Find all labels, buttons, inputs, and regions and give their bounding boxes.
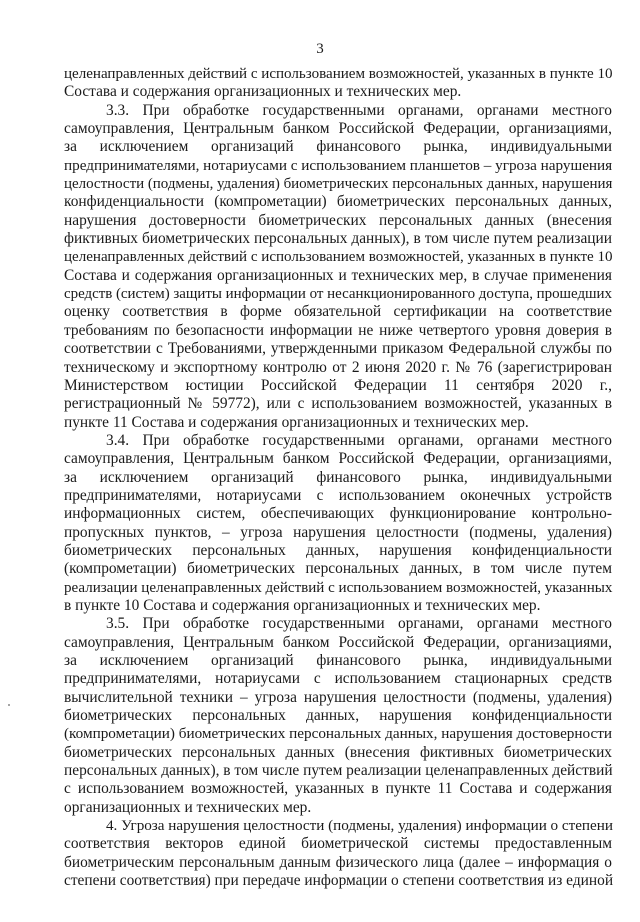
text-line: самоуправления, Центральным банком Российской Федерации, организациями, [64,120,612,138]
text-line: (компрометации) биометрических персональных данных, нарушения достоверности [64,725,612,743]
paragraph-3-4 [64,432,612,615]
text-line: за исключением организаций финансового рынка, индивидуальными [64,652,612,669]
text-line: предпринимателями, нотариусами с использованием планшетов – угроза нарушения [64,156,613,174]
text-line: с использованием возможностей, указанных в пункте 11 Состава и содержания [64,780,612,798]
paragraph-3-5 [64,615,612,817]
text-line: соответствия векторов единой биометрической системы предоставленным [64,835,612,853]
text-line: персональных данных), в том числе путем реализации целенаправленных действий [64,762,613,780]
paragraph-continuation [64,65,612,102]
text-line: за исключением организаций финансового рынка, индивидуальными [64,468,612,486]
text-line: степени соответствия) при передаче информации о степени соответствия из единой [64,872,614,890]
text-line: конфиденциальности (компрометации) биометрических персональных данных, [64,193,612,211]
text-line: Министерством юстиции Российской Федерации 11 сентября 2020 г., [64,376,612,394]
text-line: целенаправленных действий с использованием возможностей, указанных в пункте 10 [64,249,613,266]
text-line: оценку соответствия в форме обязательной сертификации на соответствие [64,303,612,321]
text-line: биометрических персональных данных, нарушения конфиденциальности [64,707,612,725]
text-line: биометрическим персональным данным физического лица (далее – информация о [64,853,612,871]
text-line: 3.4. При обработке государственными органами, органами местного [106,431,612,449]
text-line: реализации целенаправленных действий с использованием возможностей, указанных [64,579,613,596]
page-number: 3 [316,41,324,57]
paragraph-4 [64,817,612,890]
text-line: требованиям по безопасности информации не ниже четвертого уровня доверия в [64,321,612,339]
text-line: в пункте 10 Состава и содержания организационных и технических мер. [64,596,541,614]
text-line: пропускных пунктов, – угроза нарушения целостности (подмены, удаления) [64,523,612,541]
text-line: Состава и содержания организационных и технических мер. [64,83,462,101]
text-line: вычислительной техники – угроза нарушения целостности (подмены, удаления) [64,688,612,706]
text-line: техническому и экспортному контролю от 2 июня 2020 г. № 76 (зарегистрирован [64,358,612,376]
text-line: биометрических персональных данных, нарушения конфиденциальности [64,541,612,559]
text-line: средств (систем) защиты информации от несанкционированного доступа, прошедших [64,286,612,303]
text-line: фиктивных биометрических персональных данных), в том числе путем реализации [64,230,612,248]
text-line: 4. Угроза нарушения целостности (подмены, удаления) информации о степени [106,817,613,835]
text-line: пункте 11 Состава и содержания организационных и технических мер. [64,413,529,431]
text-line: 3.3. При обработке государственными органами, органами местного [106,101,612,119]
document-body [64,65,612,890]
text-line: регистрационный № 59772), или с использованием возможностей, указанных в [64,395,612,413]
text-line: соответствии с Требованиями, утвержденными приказом Федеральной службы по [64,340,612,358]
text-line: целенаправленных действий с использованием возможностей, указанных в пункте 10 [64,66,613,82]
text-line: (компрометации) биометрических персональных данных, в том числе путем [64,560,612,578]
text-line: 3.5. При обработке государственными органами, органами местного [106,615,612,633]
text-line: предпринимателями, нотариусами с использованием стационарных средств [64,670,612,688]
text-line: самоуправления, Центральным банком Российской Федерации, организациями, [64,450,612,468]
text-line: за исключением организаций финансового рынка, индивидуальными [64,138,612,156]
text-line: нарушения достоверности биометрических персональных данных (внесения [64,211,612,229]
text-line: биометрических персональных данных (внесения фиктивных биометрических [64,743,612,761]
text-line: самоуправления, Центральным банком Российской Федерации, организациями, [64,633,612,651]
text-line: предпринимателями, нотариусами с использованием оконечных устройств [64,486,612,504]
text-line: целостности (подмены, удаления) биометрических персональных данных, нарушения [64,176,613,193]
scan-speck [8,704,10,706]
paragraph-3-3 [64,102,612,432]
text-line: Состава и содержания организационных и технических мер, в случае применения [64,266,612,284]
text-line: информационных систем, обеспечивающих функционирование контрольно- [64,505,612,523]
text-line: организационных и технических мер. [64,798,312,816]
